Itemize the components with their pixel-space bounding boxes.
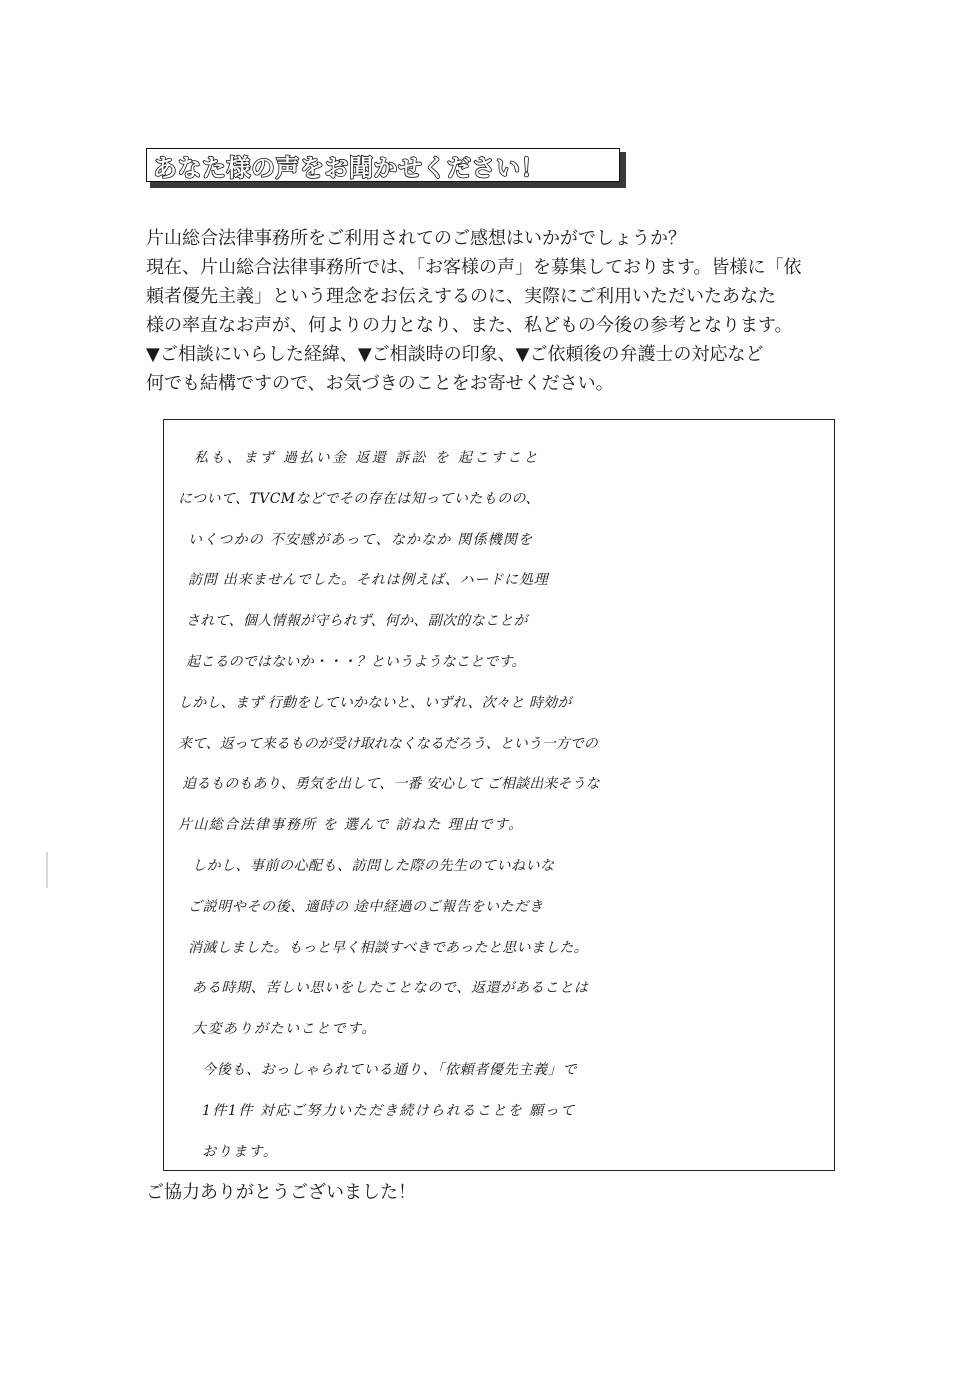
- intro-line: 片山総合法律事務所をご利用されてのご感想はいかがでしょうか？: [146, 228, 686, 249]
- letter-line: 私も、まず 過払い金 返還 訴訟 を 起こすこと: [194, 450, 540, 466]
- closing-text: ご協力ありがとうございました！: [146, 1182, 416, 1203]
- scan-artifact: [46, 852, 48, 888]
- letter-line: 片山総合法律事務所 を 選んで 訪ねた 理由です。: [178, 817, 524, 834]
- intro-line: 何でも結構ですので、お気づきのことをお寄せください。: [146, 373, 614, 394]
- letter-line: 消滅しました。もっと早く相談すべきであったと思いました。: [188, 939, 588, 956]
- page-title: あなた様の声をお聞かせください！: [153, 153, 545, 182]
- intro-line: 様の率直なお声が、何よりの力となり、また、私どもの今後の参考となります。: [146, 315, 793, 336]
- letter-line: しかし、事前の心配も、訪問した際の先生のていねいな: [192, 857, 555, 874]
- letter-line: 今後も、おっしゃられている通り、「依頼者優先主義」で: [202, 1061, 578, 1078]
- letter-line: しかし、まず 行動をしていかないと、いずれ、次々と 時効が: [178, 694, 572, 711]
- letter-line: おります。: [202, 1143, 279, 1160]
- letter-line: ある時期、苦しい思いをしたことなので、返還があることは: [192, 980, 589, 997]
- letter-line: 迫るものもあり、勇気を出して、一番 安心して ご相談出来そうな: [182, 776, 600, 793]
- letter-line: いくつかの 不安感があって、なかなか 関係機関を: [188, 531, 534, 548]
- intro-line: ▼ご相談にいらした経緯、▼ご相談時の印象、▼ご依頼後の弁護士の対応など: [146, 344, 764, 365]
- intro-text: [146, 224, 846, 398]
- letter-line: ご説明やその後、適時の 途中経過のご報告をいただき: [188, 898, 544, 915]
- letter-line: 大変ありがたいことです。: [192, 1021, 377, 1038]
- letter-line: について、TVCMなどでその存在は知っていたものの、: [178, 490, 540, 507]
- intro-line: 現在、片山総合法律事務所では、「お客様の声」を募集しております。皆様に「依: [146, 257, 802, 278]
- intro-line: 頼者優先主義」という理念をお伝えするのに、実際にご利用いただいたあなた: [146, 286, 776, 307]
- title-banner: [146, 148, 624, 184]
- letter-line: 来て、返って来るものが受け取れなくなるだろう、という一方での: [178, 735, 598, 752]
- title-box: [146, 148, 620, 182]
- handwritten-letter: [178, 438, 828, 1172]
- letter-line: 起こるのではないか・・・？というようなことです。: [186, 653, 526, 670]
- letter-line: されて、個人情報が守られず、何か、副次的なことが: [186, 613, 528, 630]
- handwritten-letter-box: [163, 419, 835, 1171]
- letter-line: 訪問 出来ませんでした。それは例えば、ハードに処理: [188, 572, 549, 589]
- letter-line: 1件1件 対応ご努力いただき続けられることを 願って: [202, 1102, 576, 1119]
